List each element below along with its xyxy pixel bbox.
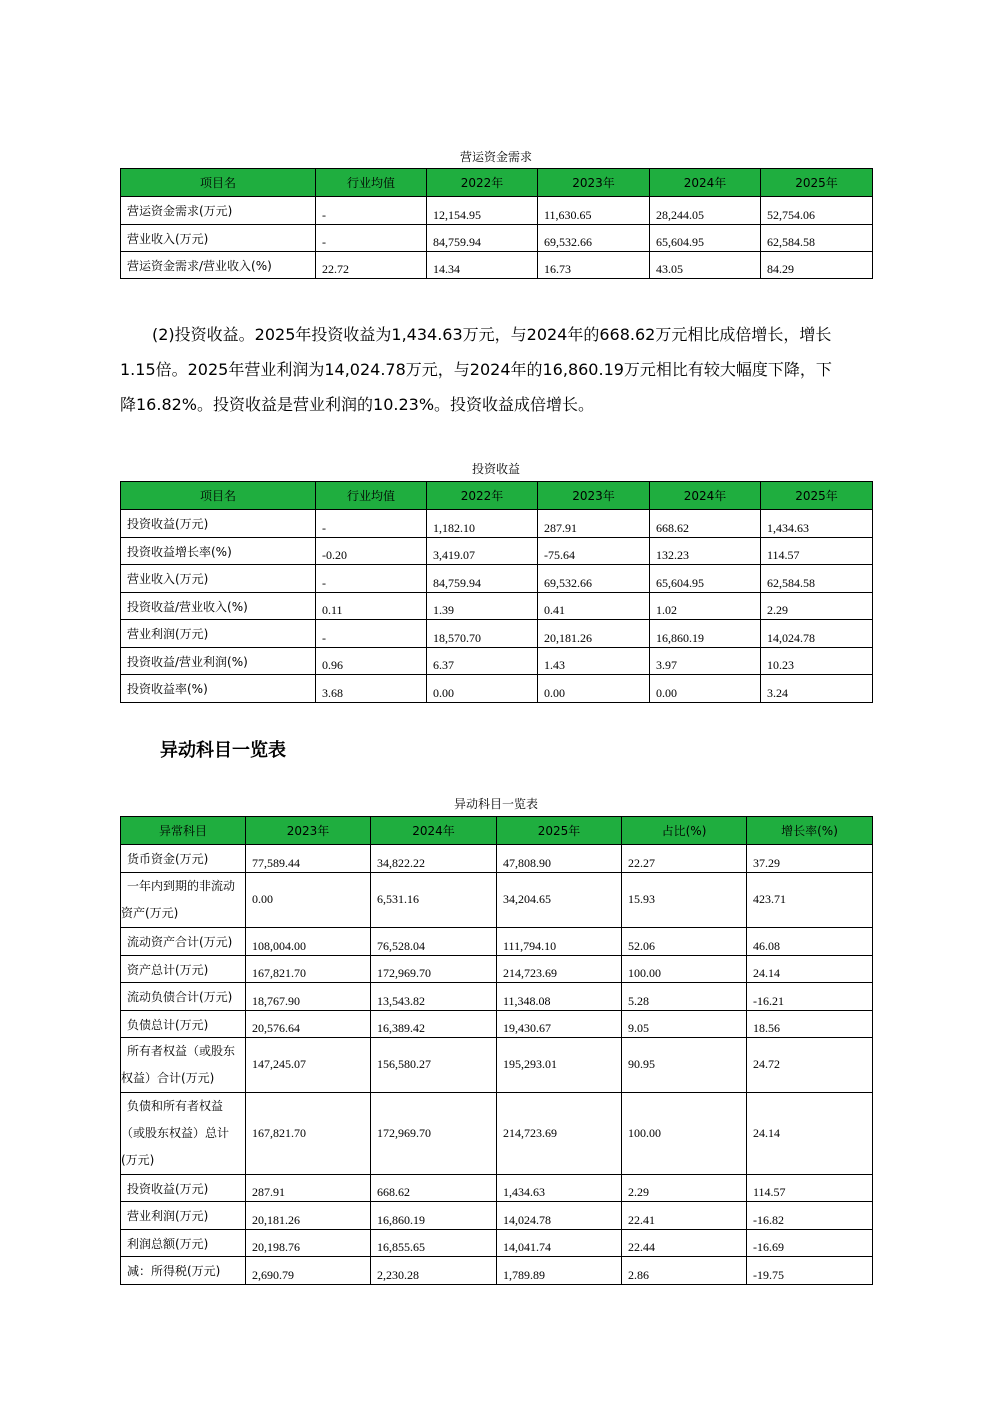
- table-row: [121, 983, 873, 1011]
- table-cell: 100.00: [622, 956, 747, 983]
- row-label: 投资收益/营业收入(%): [121, 593, 316, 620]
- table-row: [121, 1202, 873, 1230]
- row-label: 投资收益(万元): [121, 510, 316, 538]
- table-cell: 156,580.27: [371, 1038, 497, 1093]
- table-cell: 132.23: [650, 538, 761, 565]
- row-label: 营运资金需求/营业收入(%): [121, 252, 316, 279]
- table-cell: 18,767.90: [246, 983, 371, 1011]
- table-cell: 147,245.07: [246, 1038, 371, 1093]
- table-cell: 0.11: [316, 593, 427, 620]
- table-cell: 167,821.70: [246, 956, 371, 983]
- table-cell: 16,860.19: [650, 620, 761, 648]
- table-cell: 1.43: [538, 648, 650, 675]
- table-cell: 24.14: [747, 956, 873, 983]
- analysis-paragraph-line-2: 1.15倍。2025年营业利润为14,024.78万元，与2024年的16,860.19万元相比有较大幅度下降，下: [120, 360, 832, 379]
- row-label: 营业利润(万元): [121, 1202, 246, 1230]
- table-cell: 16,389.42: [371, 1011, 497, 1038]
- column-header: 异常科目: [121, 817, 246, 845]
- table-row: [121, 197, 873, 225]
- table-cell: 69,532.66: [538, 565, 650, 593]
- table-cell: 20,181.26: [246, 1202, 371, 1230]
- column-header: 行业均值: [316, 169, 427, 197]
- table-cell: 20,198.76: [246, 1230, 371, 1257]
- table-cell: 52.06: [622, 928, 747, 956]
- table-cell: 214,723.69: [497, 1093, 622, 1175]
- column-header: 2023年: [538, 482, 650, 510]
- table-cell: 34,204.65: [497, 873, 622, 928]
- investment-income-table: [120, 481, 873, 703]
- table-cell: 62,584.58: [761, 225, 873, 252]
- table-cell: 172,969.70: [371, 1093, 497, 1175]
- table-cell: 2.29: [622, 1175, 747, 1202]
- column-header: 项目名: [121, 482, 316, 510]
- table-cell: 1,789.89: [497, 1257, 622, 1285]
- table-row: [121, 225, 873, 252]
- row-label: 投资收益/营业利润(%): [121, 648, 316, 675]
- table-cell: 0.00: [650, 675, 761, 703]
- table-row: [121, 956, 873, 983]
- table-cell: 13,543.82: [371, 983, 497, 1011]
- table-cell: 214,723.69: [497, 956, 622, 983]
- table-cell: 9.05: [622, 1011, 747, 1038]
- table-cell: 14,024.78: [761, 620, 873, 648]
- column-header: 2025年: [761, 482, 873, 510]
- table-cell: -: [316, 620, 427, 648]
- table-cell: -: [316, 565, 427, 593]
- table-row: [121, 252, 873, 279]
- table-cell: 668.62: [650, 510, 761, 538]
- row-label: 投资收益(万元): [121, 1175, 246, 1202]
- table-row: [121, 873, 873, 928]
- row-label: 利润总额(万元): [121, 1230, 246, 1257]
- row-label-text: 负债和所有者权益（或股东权益）总计(万元): [121, 1099, 230, 1167]
- table-cell: -16.82: [747, 1202, 873, 1230]
- row-label: 负债总计(万元): [121, 1011, 246, 1038]
- row-label: 流动负债合计(万元): [121, 983, 246, 1011]
- table-cell: 100.00: [622, 1093, 747, 1175]
- table-row: [121, 510, 873, 538]
- table-row: [121, 1257, 873, 1285]
- row-label: 营运资金需求(万元): [121, 197, 316, 225]
- table-cell: 2.86: [622, 1257, 747, 1285]
- row-label: 投资收益增长率(%): [121, 538, 316, 565]
- table-cell: 287.91: [246, 1175, 371, 1202]
- table-row: [121, 1175, 873, 1202]
- column-header: 2024年: [371, 817, 497, 845]
- table2-caption: 投资收益: [471, 462, 520, 476]
- row-label: 流动资产合计(万元): [121, 928, 246, 956]
- table-cell: 20,576.64: [246, 1011, 371, 1038]
- table-cell: 16.73: [538, 252, 650, 279]
- row-label: [121, 1038, 246, 1093]
- column-header: 2025年: [761, 169, 873, 197]
- table-cell: 11,630.65: [538, 197, 650, 225]
- table-cell: 11,348.08: [497, 983, 622, 1011]
- table-cell: 167,821.70: [246, 1093, 371, 1175]
- table-cell: 24.14: [747, 1093, 873, 1175]
- table-cell: 14,024.78: [497, 1202, 622, 1230]
- row-label: 营业收入(万元): [121, 565, 316, 593]
- table-cell: 10.23: [761, 648, 873, 675]
- table-cell: 1,434.63: [497, 1175, 622, 1202]
- row-label: 减：所得税(万元): [121, 1257, 246, 1285]
- section-heading: 异动科目一览表: [160, 740, 286, 761]
- table-cell: 47,808.90: [497, 845, 622, 873]
- table-cell: 90.95: [622, 1038, 747, 1093]
- table-row: [121, 928, 873, 956]
- table-row: [121, 620, 873, 648]
- row-label: 营业利润(万元): [121, 620, 316, 648]
- working-capital-table: [120, 168, 873, 279]
- table3-caption: 异动科目一览表: [453, 797, 538, 811]
- abnormal-items-table: [120, 816, 873, 1285]
- column-header: 占比(%): [622, 817, 747, 845]
- analysis-paragraph-line-1: (2)投资收益。2025年投资收益为1,434.63万元，与2024年的668.62万元相比成倍增长，增长: [152, 325, 832, 344]
- table-row: [121, 845, 873, 873]
- table-cell: -0.20: [316, 538, 427, 565]
- table-cell: 16,860.19: [371, 1202, 497, 1230]
- column-header: 2022年: [427, 482, 538, 510]
- row-label: 营业收入(万元): [121, 225, 316, 252]
- table-cell: 15.93: [622, 873, 747, 928]
- table-cell: -19.75: [747, 1257, 873, 1285]
- table-cell: 0.00: [538, 675, 650, 703]
- table-cell: 77,589.44: [246, 845, 371, 873]
- table-row: [121, 1093, 873, 1175]
- row-label-text: 所有者权益（或股东权益）合计(万元): [121, 1044, 236, 1085]
- table-cell: -16.69: [747, 1230, 873, 1257]
- table-cell: 22.44: [622, 1230, 747, 1257]
- table-cell: -75.64: [538, 538, 650, 565]
- table-header-row: [121, 482, 873, 510]
- column-header: 2023年: [246, 817, 371, 845]
- table-cell: 172,969.70: [371, 956, 497, 983]
- table-cell: 2,230.28: [371, 1257, 497, 1285]
- table-cell: 34,822.22: [371, 845, 497, 873]
- table-cell: -16.21: [747, 983, 873, 1011]
- table-cell: 1.02: [650, 593, 761, 620]
- table-cell: 1,182.10: [427, 510, 538, 538]
- table-cell: 111,794.10: [497, 928, 622, 956]
- table-cell: -: [316, 225, 427, 252]
- table-cell: 84,759.94: [427, 565, 538, 593]
- table-cell: 423.71: [747, 873, 873, 928]
- table-cell: 114.57: [747, 1175, 873, 1202]
- table-cell: 668.62: [371, 1175, 497, 1202]
- table-cell: 24.72: [747, 1038, 873, 1093]
- table-row: [121, 675, 873, 703]
- table-cell: 22.41: [622, 1202, 747, 1230]
- table1-caption: 营运资金需求: [459, 150, 532, 164]
- table-cell: 2,690.79: [246, 1257, 371, 1285]
- row-label: 投资收益率(%): [121, 675, 316, 703]
- table-cell: -: [316, 510, 427, 538]
- table-cell: 0.41: [538, 593, 650, 620]
- table-cell: 14,041.74: [497, 1230, 622, 1257]
- table-cell: 69,532.66: [538, 225, 650, 252]
- table-cell: 6,531.16: [371, 873, 497, 928]
- table-row: [121, 1038, 873, 1093]
- table-cell: 16,855.65: [371, 1230, 497, 1257]
- column-header: 2025年: [497, 817, 622, 845]
- table-cell: 62,584.58: [761, 565, 873, 593]
- table-cell: 3,419.07: [427, 538, 538, 565]
- table-cell: 18.56: [747, 1011, 873, 1038]
- table-cell: 14.34: [427, 252, 538, 279]
- table-cell: 52,754.06: [761, 197, 873, 225]
- table-cell: 1,434.63: [761, 510, 873, 538]
- table-cell: 20,181.26: [538, 620, 650, 648]
- table-cell: 3.68: [316, 675, 427, 703]
- table-cell: 22.72: [316, 252, 427, 279]
- table-cell: 0.00: [246, 873, 371, 928]
- table-header-row: [121, 817, 873, 845]
- table-row: [121, 593, 873, 620]
- table-row: [121, 1011, 873, 1038]
- table-cell: 46.08: [747, 928, 873, 956]
- row-label-text: 一年内到期的非流动资产(万元): [121, 879, 236, 920]
- row-label: [121, 1093, 246, 1175]
- column-header: 2024年: [650, 169, 761, 197]
- table-cell: 43.05: [650, 252, 761, 279]
- analysis-paragraph-line-3: 降16.82%。投资收益是营业利润的10.23%。投资收益成倍增长。: [120, 395, 595, 414]
- table-cell: 37.29: [747, 845, 873, 873]
- column-header: 2022年: [427, 169, 538, 197]
- column-header: 行业均值: [316, 482, 427, 510]
- table-cell: 76,528.04: [371, 928, 497, 956]
- column-header: 增长率(%): [747, 817, 873, 845]
- table-row: [121, 648, 873, 675]
- table-cell: 2.29: [761, 593, 873, 620]
- table-row: [121, 538, 873, 565]
- table-cell: 3.97: [650, 648, 761, 675]
- table-cell: 19,430.67: [497, 1011, 622, 1038]
- table-cell: 1.39: [427, 593, 538, 620]
- table-cell: 287.91: [538, 510, 650, 538]
- table-cell: 84.29: [761, 252, 873, 279]
- row-label: 资产总计(万元): [121, 956, 246, 983]
- table-cell: 0.96: [316, 648, 427, 675]
- table-cell: -: [316, 197, 427, 225]
- table-row: [121, 1230, 873, 1257]
- table-cell: 12,154.95: [427, 197, 538, 225]
- table-cell: 65,604.95: [650, 225, 761, 252]
- column-header: 2024年: [650, 482, 761, 510]
- table-cell: 28,244.05: [650, 197, 761, 225]
- column-header: 项目名: [121, 169, 316, 197]
- row-label: 货币资金(万元): [121, 845, 246, 873]
- table-cell: 18,570.70: [427, 620, 538, 648]
- table-cell: 6.37: [427, 648, 538, 675]
- table-cell: 5.28: [622, 983, 747, 1011]
- table-cell: 114.57: [761, 538, 873, 565]
- column-header: 2023年: [538, 169, 650, 197]
- table-row: [121, 565, 873, 593]
- row-label: [121, 873, 246, 928]
- table-cell: 0.00: [427, 675, 538, 703]
- table-cell: 108,004.00: [246, 928, 371, 956]
- table-cell: 195,293.01: [497, 1038, 622, 1093]
- table-header-row: [121, 169, 873, 197]
- table-cell: 3.24: [761, 675, 873, 703]
- table-cell: 22.27: [622, 845, 747, 873]
- table-cell: 84,759.94: [427, 225, 538, 252]
- table-cell: 65,604.95: [650, 565, 761, 593]
